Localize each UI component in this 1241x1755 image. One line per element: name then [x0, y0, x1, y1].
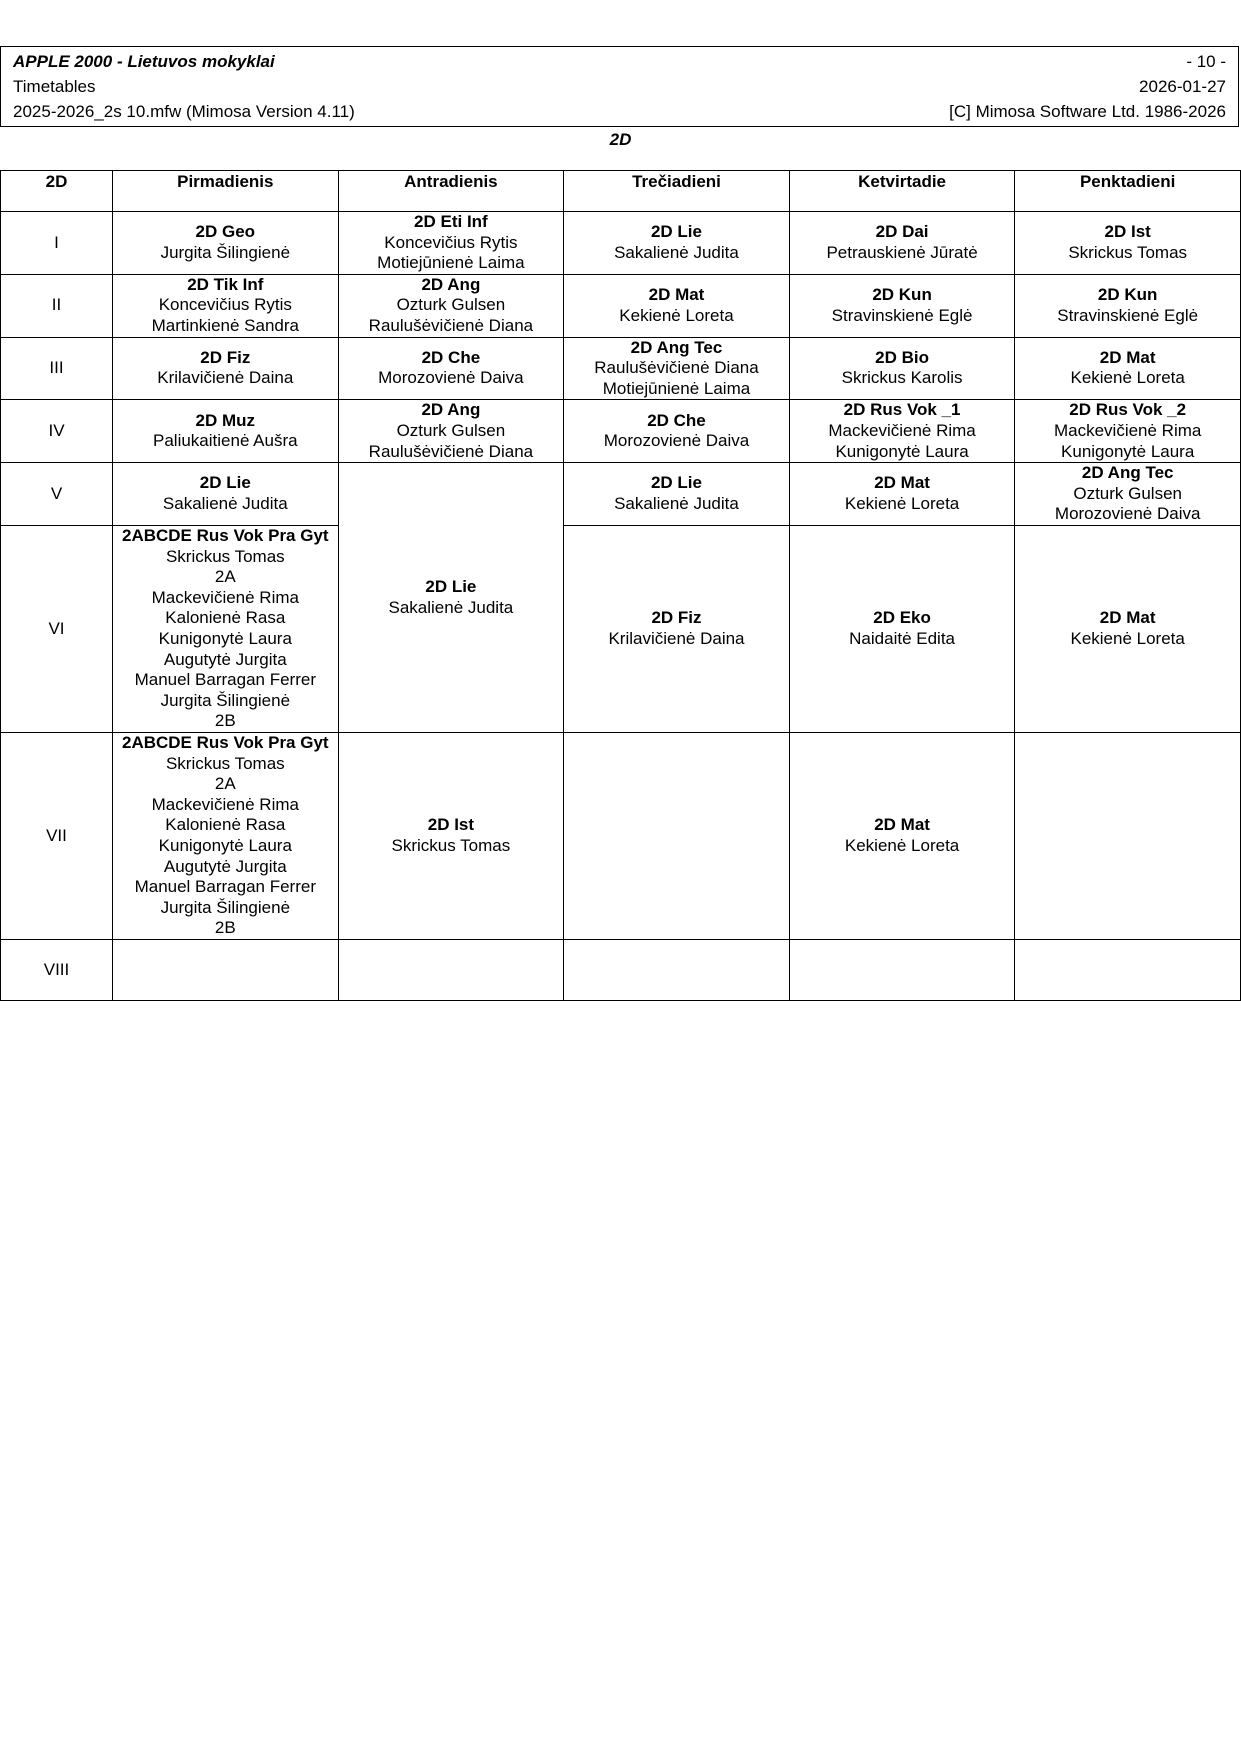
- period-row: [1, 939, 1241, 1000]
- lesson-teacher: Krilavičienė Daina: [157, 368, 294, 388]
- period-row: [1, 337, 1241, 400]
- lesson-cell: [1015, 337, 1241, 400]
- lesson-teacher: Martinkienė Sandra: [151, 315, 299, 335]
- lesson-cell: [789, 212, 1015, 275]
- lesson-teacher: Petrauskienė Jūratė: [826, 242, 978, 262]
- lesson-subject: 2D Muz: [195, 410, 256, 430]
- lesson-teacher: Kekienė Loreta: [619, 305, 734, 325]
- class-title: 2D: [609, 130, 632, 149]
- lesson-teacher: Sakalienė Judita: [614, 494, 739, 514]
- app-title: APPLE 2000 - Lietuvos mokyklai: [13, 52, 275, 71]
- lesson-teacher: Augutytė Jurgita: [163, 649, 287, 669]
- lesson-teacher: Raulušėvičienė Diana: [368, 315, 534, 335]
- lesson-subject: 2D Che: [421, 347, 481, 367]
- lesson-teacher: Krilavičienė Daina: [608, 628, 745, 648]
- lesson-teacher: Skrickus Tomas: [391, 835, 511, 855]
- lesson-subject: 2D Geo: [195, 222, 256, 242]
- lesson-cell: [113, 337, 339, 400]
- lesson-cell: [1015, 274, 1241, 337]
- lesson-subject: 2D Mat: [874, 815, 930, 835]
- lesson-cell: [564, 463, 790, 526]
- lesson-subject: 2D Lie: [650, 473, 702, 493]
- lesson-teacher: Koncevičius Rytis: [384, 232, 518, 252]
- lesson-teacher: Raulušėvičienė Diana: [368, 441, 534, 461]
- lesson-subject: 2D Eko: [873, 608, 931, 628]
- day-header-tuesday: Antradienis: [338, 171, 564, 212]
- lesson-teacher: Jurgita Šilingienė: [160, 897, 291, 917]
- lesson-cell: [113, 274, 339, 337]
- period-label: III: [1, 337, 113, 400]
- lesson-subject: 2D Ist: [427, 815, 475, 835]
- lesson-teacher: Sakalienė Judita: [388, 597, 514, 617]
- lesson-teacher: Kekienė Loreta: [844, 494, 960, 514]
- day-header-row: [1, 171, 1241, 212]
- lesson-teacher: Augutytė Jurgita: [163, 856, 287, 876]
- lesson-cell: [789, 274, 1015, 337]
- empty-cell: [338, 939, 564, 1000]
- lesson-cell: [113, 212, 339, 275]
- lesson-teacher: Stravinskienė Eglė: [1057, 305, 1199, 325]
- lesson-subject: 2D Kun: [1097, 285, 1158, 305]
- lesson-cell: [789, 525, 1015, 732]
- lesson-teacher: Ozturk Gulsen: [396, 420, 506, 440]
- lesson-teacher: Skrickus Karolis: [841, 368, 963, 388]
- lesson-teacher: Kalonienė Rasa: [165, 815, 286, 835]
- file-name: 2025-2026_2s 10.mfw (Mimosa Version 4.11): [13, 102, 355, 121]
- lesson-subject: 2ABCDE Rus Vok Pra Gyt: [122, 525, 329, 545]
- lesson-cell: [789, 400, 1015, 463]
- lesson-cell: [564, 274, 790, 337]
- lesson-subject: 2D Rus Vok _2: [1069, 400, 1187, 420]
- lesson-subject: 2D Ist: [1104, 222, 1151, 242]
- lesson-cell: [113, 525, 339, 732]
- lesson-cell: [564, 337, 790, 400]
- lesson-teacher: Kekienė Loreta: [1070, 368, 1185, 388]
- lesson-cell: [1015, 463, 1241, 526]
- lesson-subject: 2D Tik Inf: [187, 274, 264, 294]
- lesson-subject: 2D Mat: [874, 473, 930, 493]
- lesson-teacher: Kekienė Loreta: [1070, 628, 1185, 648]
- lesson-teacher: Morozovienė Daiva: [378, 368, 524, 388]
- lesson-teacher: Jurgita Šilingienė: [160, 690, 291, 710]
- lesson-subject: 2D Ang Tec: [630, 337, 723, 357]
- period-label: VII: [1, 732, 113, 939]
- lesson-cell: [338, 212, 564, 275]
- lesson-teacher: Jurgita Šilingienė: [160, 242, 291, 262]
- lesson-teacher: Morozovienė Daiva: [1054, 504, 1201, 524]
- lesson-subject: 2ABCDE Rus Vok Pra Gyt: [122, 732, 329, 752]
- lesson-teacher: Stravinskienė Eglė: [831, 305, 973, 325]
- period-label: IV: [1, 400, 113, 463]
- lesson-teacher: Motiejūnienė Laima: [377, 253, 525, 273]
- lesson-subject: 2D Rus Vok _1: [843, 400, 961, 420]
- lesson-teacher: Kalonienė Rasa: [165, 608, 286, 628]
- lesson-teacher: Ozturk Gulsen: [396, 295, 506, 315]
- lesson-subject: 2D Lie: [425, 576, 477, 596]
- lesson-cell: [338, 463, 564, 733]
- lesson-subject: 2D Ang Tec: [1081, 463, 1174, 483]
- page-number: - 10 -: [1186, 52, 1226, 71]
- lesson-teacher: 2A: [214, 567, 236, 587]
- lesson-subject: 2D Lie: [650, 222, 702, 242]
- lesson-teacher: Kunigonytė Laura: [1061, 441, 1195, 461]
- period-label: V: [1, 463, 113, 526]
- lesson-cell: [564, 525, 790, 732]
- period-row: [1, 274, 1241, 337]
- lesson-cell: [338, 274, 564, 337]
- day-header-monday: Pirmadienis: [113, 171, 339, 212]
- lesson-teacher: Mackevičienė Rima: [828, 420, 976, 440]
- timetable-grid: [0, 170, 1241, 1001]
- empty-cell: [564, 939, 790, 1000]
- lesson-teacher: Motiejūnienė Laima: [602, 378, 751, 398]
- corner-label: 2D: [1, 171, 113, 212]
- lesson-subject: 2D Fiz: [200, 347, 251, 367]
- lesson-teacher: Naidaitė Edita: [849, 628, 955, 648]
- lesson-subject: 2D Ang: [421, 400, 481, 420]
- lesson-teacher: Mackevičienė Rima: [1053, 420, 1202, 440]
- lesson-teacher: Morozovienė Daiva: [603, 431, 750, 451]
- lesson-subject: 2D Dai: [875, 222, 929, 242]
- lesson-subject: 2D Fiz: [651, 608, 702, 628]
- print-date: 2026-01-27: [1139, 77, 1226, 96]
- lesson-teacher: Skrickus Tomas: [165, 546, 285, 566]
- report-header: [0, 46, 1239, 127]
- lesson-teacher: Mackevičienė Rima: [151, 794, 299, 814]
- lesson-cell: [1015, 525, 1241, 732]
- lesson-cell: [564, 400, 790, 463]
- empty-cell: [564, 732, 790, 939]
- lesson-cell: [789, 337, 1015, 400]
- period-label: VIII: [1, 939, 113, 1000]
- lesson-teacher: Manuel Barragan Ferrer: [134, 877, 316, 897]
- period-row: [1, 400, 1241, 463]
- header-line-1: [13, 50, 1226, 74]
- lesson-cell: [113, 732, 339, 939]
- lesson-teacher: Raulušėvičienė Diana: [594, 358, 759, 378]
- day-header-wednesday: Trečiadieni: [564, 171, 790, 212]
- lesson-subject: 2D Lie: [199, 473, 251, 493]
- lesson-teacher: Manuel Barragan Ferrer: [134, 670, 316, 690]
- lesson-teacher: Mackevičienė Rima: [151, 587, 299, 607]
- empty-cell: [1015, 732, 1241, 939]
- lesson-teacher: 2A: [214, 774, 236, 794]
- header-line-3: [13, 100, 1226, 124]
- empty-cell: [1015, 939, 1241, 1000]
- lesson-cell: [1015, 400, 1241, 463]
- lesson-teacher: Kekienė Loreta: [844, 835, 960, 855]
- period-row: [1, 463, 1241, 526]
- lesson-subject: 2D Mat: [1099, 608, 1156, 628]
- lesson-subject: 2D Mat: [1099, 347, 1156, 367]
- period-label: VI: [1, 525, 113, 732]
- lesson-subject: 2D Mat: [648, 285, 705, 305]
- lesson-subject: 2D Che: [647, 410, 706, 430]
- lesson-subject: 2D Bio: [875, 347, 929, 367]
- empty-cell: [789, 939, 1015, 1000]
- lesson-subject: 2D Eti Inf: [414, 212, 488, 231]
- day-header-friday: Penktadieni: [1015, 171, 1241, 212]
- empty-cell: [113, 939, 339, 1000]
- lesson-teacher: Sakalienė Judita: [614, 242, 739, 262]
- period-label: II: [1, 274, 113, 337]
- lesson-teacher: 2B: [214, 711, 236, 731]
- period-row: [1, 212, 1241, 275]
- lesson-teacher: Kunigonytė Laura: [835, 441, 969, 461]
- copyright: [C] Mimosa Software Ltd. 1986-2026: [949, 102, 1226, 121]
- period-row: [1, 525, 1241, 732]
- period-row: [1, 732, 1241, 939]
- lesson-cell: [338, 732, 564, 939]
- lesson-teacher: Skrickus Tomas: [1068, 242, 1188, 262]
- lesson-teacher: 2B: [214, 918, 236, 938]
- lesson-teacher: Paliukaitienė Aušra: [153, 431, 298, 451]
- lesson-cell: [564, 212, 790, 275]
- lesson-teacher: Kunigonytė Laura: [158, 835, 292, 855]
- lesson-teacher: Sakalienė Judita: [162, 494, 288, 514]
- lesson-cell: [113, 400, 339, 463]
- header-line-2: [13, 75, 1226, 99]
- lesson-teacher: Koncevičius Rytis: [158, 295, 292, 315]
- lesson-cell: [1015, 212, 1241, 275]
- lesson-subject: 2D Kun: [872, 285, 932, 305]
- lesson-teacher: Kunigonytė Laura: [158, 628, 292, 648]
- lesson-teacher: Skrickus Tomas: [165, 753, 285, 773]
- lesson-cell: [789, 463, 1015, 526]
- lesson-teacher: Ozturk Gulsen: [1073, 483, 1182, 503]
- section-title: Timetables: [13, 77, 96, 96]
- day-header-thursday: Ketvirtadie: [789, 171, 1015, 212]
- period-label: I: [1, 212, 113, 275]
- lesson-cell: [338, 337, 564, 400]
- lesson-subject: 2D Ang: [421, 274, 481, 294]
- lesson-cell: [113, 463, 339, 526]
- lesson-cell: [338, 400, 564, 463]
- lesson-cell: [789, 732, 1015, 939]
